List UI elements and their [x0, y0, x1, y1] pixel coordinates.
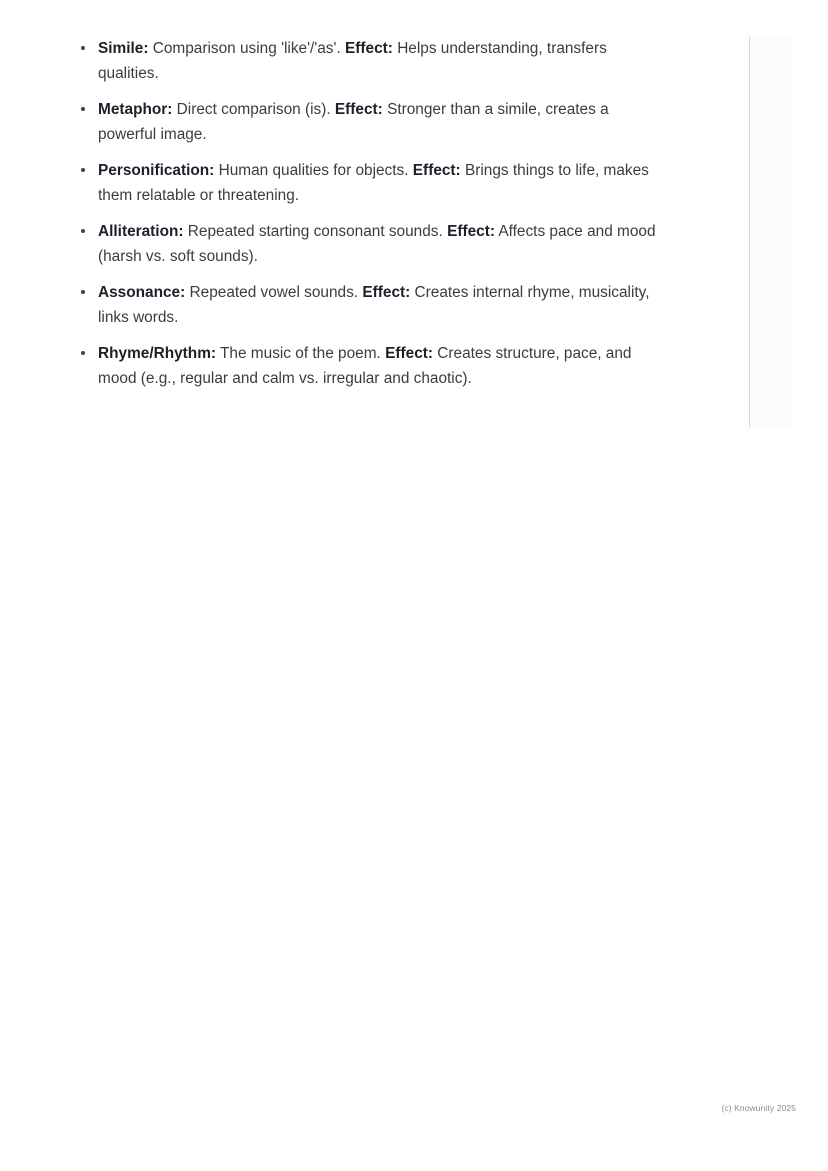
device-definition: Comparison using 'like'/'as'. [152, 40, 341, 57]
effect-label: Effect: [412, 162, 461, 179]
list-item [76, 341, 656, 391]
effect-text: Affects pace and mood (harsh vs. soft sounds). [98, 223, 656, 265]
effect-label: Effect: [334, 101, 383, 118]
list-item [76, 219, 656, 269]
effect-label: Effect: [385, 345, 434, 362]
list-item [76, 36, 656, 86]
device-definition: Direct comparison (is). [176, 101, 331, 118]
literary-devices-list [76, 36, 656, 391]
copyright-footer: (c) Knowunity 2025 [721, 1103, 796, 1113]
device-term: Personification: [98, 162, 215, 179]
device-term: Alliteration: [98, 223, 184, 240]
device-term: Metaphor: [98, 101, 173, 118]
list-item [76, 158, 656, 208]
device-term: Simile: [98, 40, 149, 57]
effect-text: Creates structure, pace, and mood (e.g., regular and calm vs. irregular and chaotic). [98, 345, 632, 387]
effect-label: Effect: [345, 40, 393, 57]
list-item [76, 97, 656, 147]
effect-label: Effect: [362, 284, 411, 301]
effect-text: Stronger than a simile, creates a powerful image. [98, 101, 609, 143]
device-definition: Repeated vowel sounds. [189, 284, 359, 301]
device-definition: Human qualities for objects. [218, 162, 409, 179]
effect-label: Effect: [447, 223, 495, 240]
effect-text: Creates internal rhyme, musicality, links words. [98, 284, 650, 326]
device-term: Rhyme/Rhythm: [98, 345, 217, 362]
notes-content [76, 36, 656, 402]
effect-text: Helps understanding, transfers qualities. [98, 40, 607, 82]
decorative-side-panel [749, 36, 792, 428]
effect-text: Brings things to life, makes them relatable or threatening. [98, 162, 649, 204]
device-definition: The music of the poem. [220, 345, 381, 362]
device-definition: Repeated starting consonant sounds. [187, 223, 443, 240]
list-item [76, 280, 656, 330]
device-term: Assonance: [98, 284, 186, 301]
